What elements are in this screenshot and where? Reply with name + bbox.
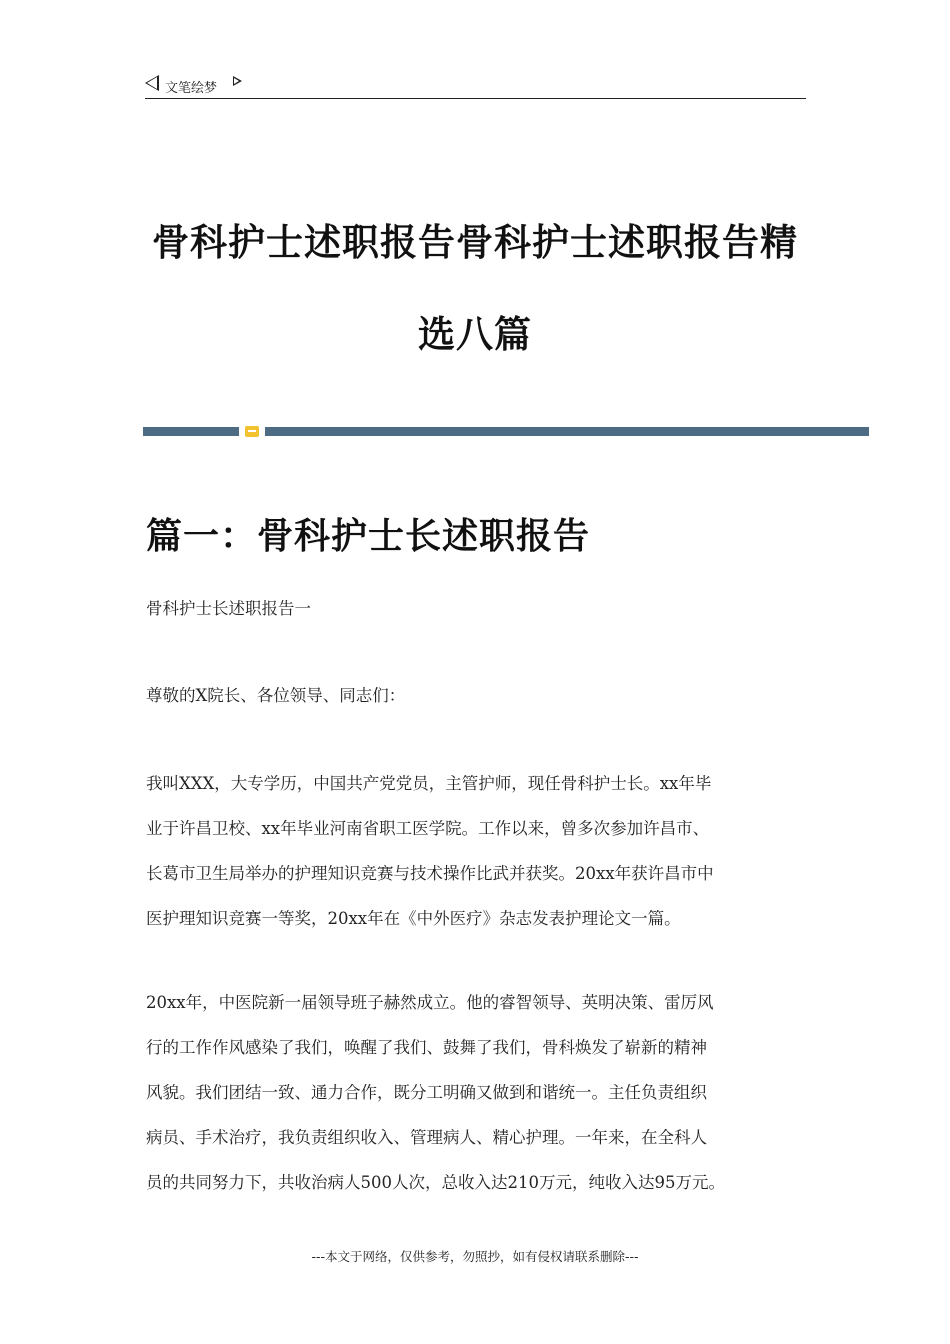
page-footer: ---本文于网络，仅供参考，勿照抄，如有侵权请联系删除--- <box>311 1249 639 1264</box>
paragraph-line: 风貌。我们团结一致、通力合作，既分工明确又做到和谐统一。主任负责组织 <box>146 1083 707 1102</box>
document-title <box>140 196 810 380</box>
divider-bar-right <box>265 427 869 436</box>
paragraph-line: 尊敬的X院长、各位领导、同志们： <box>146 686 406 705</box>
title-divider <box>143 427 869 436</box>
paragraph-line: 长葛市卫生局举办的护理知识竞赛与技术操作比武并获奖。20xx年获许昌市中 <box>146 864 714 883</box>
paragraph-line: 医护理知识竞赛一等奖，20xx年在《中外医疗》杂志发表护理论文一篇。 <box>146 909 681 928</box>
triangle-right-icon <box>233 76 242 86</box>
paragraph-subtitle <box>146 586 816 631</box>
section-heading: 篇一：骨科护士长述职报告 <box>146 515 591 557</box>
divider-bar-left <box>143 427 239 436</box>
paragraph-work-summary <box>146 980 816 1205</box>
paragraph-line: 20xx年，中医院新一届领导班子赫然成立。他的睿智领导、英明决策、雷厉风 <box>146 993 714 1012</box>
divider-ornament-icon <box>245 426 259 437</box>
page-header <box>145 72 806 99</box>
triangle-left-icon <box>145 75 159 91</box>
paragraph-line: 员的共同努力下，共收治病人500人次，总收入达210万元，纯收入达95万元。 <box>146 1173 725 1192</box>
header-brand: 文笔绘梦 <box>165 81 218 96</box>
paragraph-salutation <box>146 673 816 718</box>
paragraph-line: 我叫XXX，大专学历，中国共产党党员，主管护师，现任骨科护士长。xx年毕 <box>146 774 712 793</box>
paragraph-line: 行的工作作风感染了我们，唤醒了我们、鼓舞了我们，骨科焕发了崭新的精神 <box>146 1038 707 1057</box>
paragraph-line: 业于许昌卫校、xx年毕业河南省职工医学院。工作以来，曾多次参加许昌市、 <box>146 819 710 838</box>
paragraph-line: 病员、手术治疗，我负责组织收入、管理病人、精心护理。一年来，在全科人 <box>146 1128 707 1147</box>
paragraph-introduction <box>146 761 816 941</box>
paragraph-line: 骨科护士长述职报告一 <box>146 599 311 618</box>
document-title-line-1: 骨科护士述职报告骨科护士述职报告精 <box>152 220 798 264</box>
document-title-line-2: 选八篇 <box>418 312 532 356</box>
